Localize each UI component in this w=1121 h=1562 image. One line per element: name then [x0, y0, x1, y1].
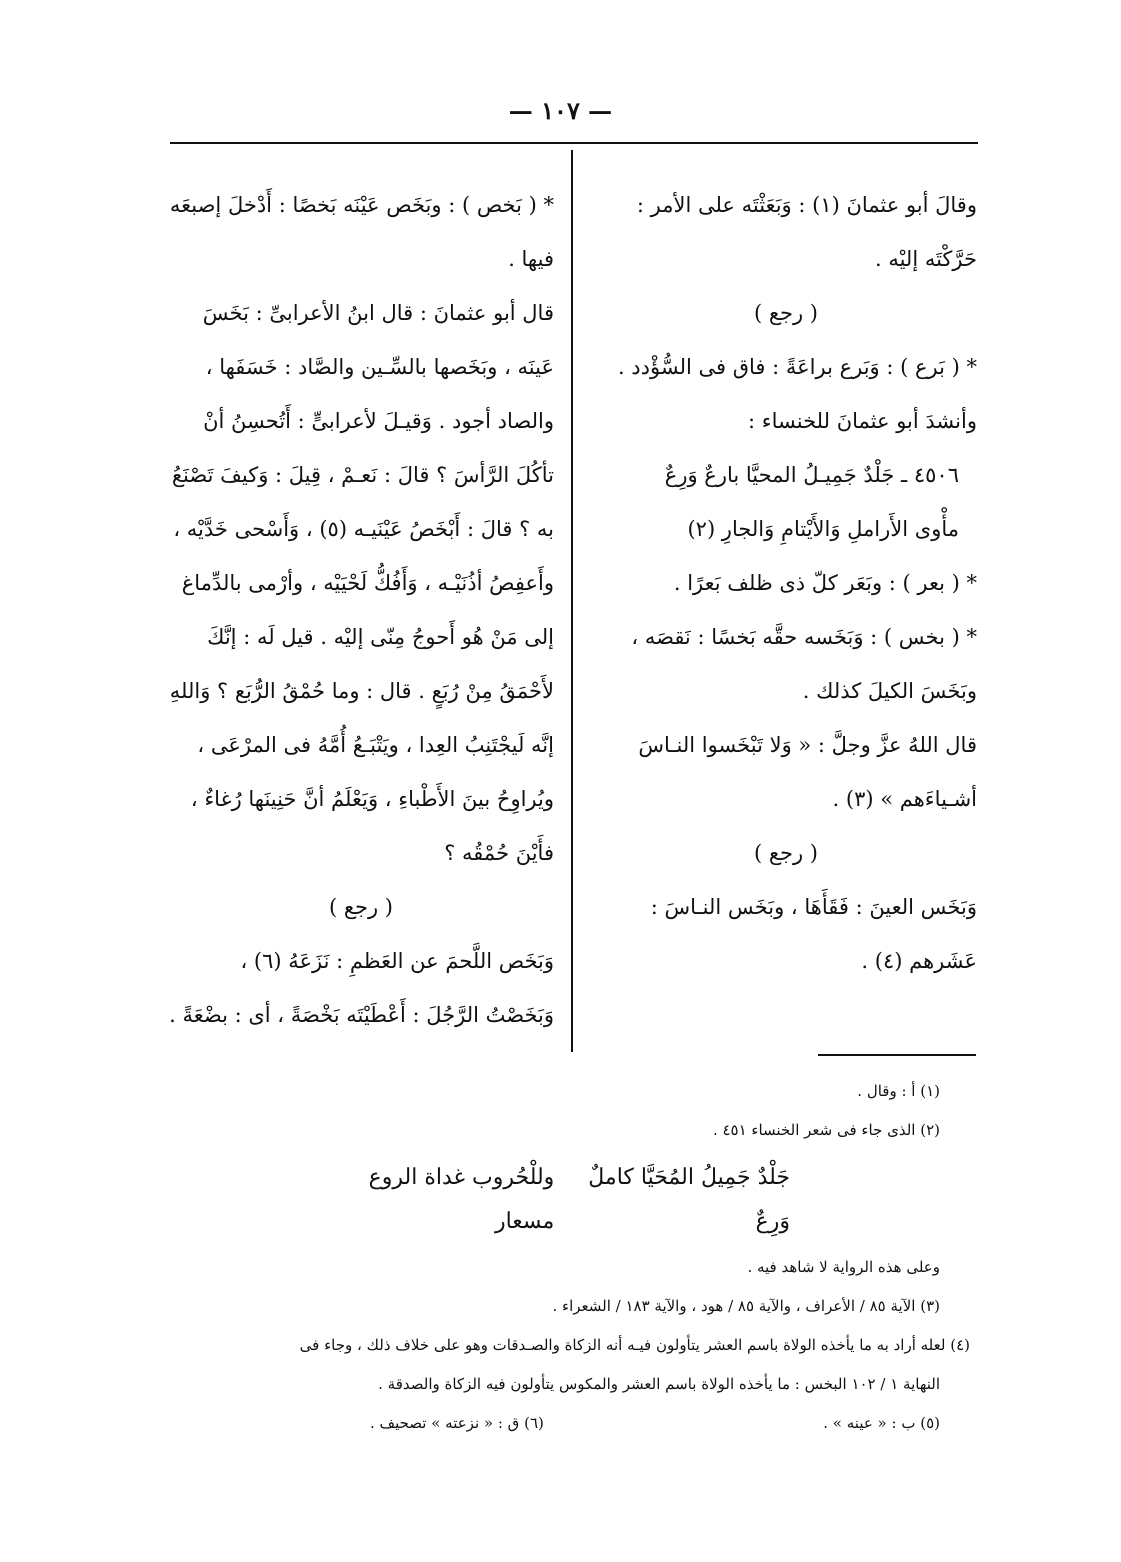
footnotes	[170, 1076, 970, 1438]
entry-text: وَبَخَس العينَ : فَقَأَهَا ، وبَخَس النـاسَ : عَشَرهم (٤) .	[650, 895, 977, 973]
right-column	[595, 178, 977, 988]
footnote-4-continued: النهاية ١ / ١٠٢ البخس : ما يأخذه الولاة باسم العشر والمكوس يتأولون فيه الزكاة والصدقة .	[378, 1375, 940, 1393]
poem-verse: مأْوى الأَراملِ وَالأَيْتامِ وَالجارِ (٢)	[687, 517, 959, 541]
entry-text: قال اللهُ عزَّ وجلَّ : « وَلا تَبْخَسوا النـاسَ أشـياءَهم » (٣) .	[638, 733, 977, 811]
page-number: — ١٠٧ —	[508, 96, 613, 125]
footnote-verse	[170, 1154, 940, 1252]
footnote-2-note: وعلى هذه الرواية لا شاهد فيه .	[747, 1258, 940, 1276]
entry-text: * ( بخس ) : وَبَخَسه حقَّه بَخسًا : نَقصَه ، وبَخَسَ الكيلَ كذلك .	[631, 625, 977, 703]
left-column	[168, 178, 554, 1042]
footnote-3: (٣) الآية ٨٥ / الأعراف ، والآية ٨٥ / هود ، والآية ١٨٣ / الشعراء .	[552, 1297, 940, 1315]
entry-text: * ( بَرع ) : وَبَرع براعَةً : فاق فى السُّؤْدد .	[617, 355, 977, 379]
verse-hemistich-first: جَلْدٌ جَمِيلُ المُحَيَّا كاملٌ وَرِعٌ	[588, 1165, 790, 1234]
header-rule	[170, 142, 978, 144]
poem-verse: ٤٥٠٦ ـ جَلْدٌ جَمِيـلُ المحيَّا بارعٌ وَرِعٌ	[664, 463, 959, 487]
section-heading: ( رجع )	[328, 895, 394, 919]
section-heading: ( رجع )	[753, 841, 819, 865]
footnote-1: (١) أ : وقال .	[857, 1082, 940, 1100]
verse-hemistich-second: وللْحُروب غداة الروع مسعار	[368, 1165, 555, 1234]
entry-text: * ( بعر ) : وبَعَر كلّ ذى ظلف بَعرًا .	[673, 571, 977, 595]
footnote-row	[170, 1408, 940, 1438]
entry-text: وَبَخَص اللَّحمَ عن العَظمِ : نَزَعَهُ (٦) ، وَبَخَصْتُ الرَّجُلَ : أَعْطَيْتَه بَخْصَةً ، أى : بضْعَةً .	[169, 949, 554, 1027]
entry-text: وأنشدَ أبو عثمانَ للخنساء :	[748, 409, 977, 433]
section-heading: ( رجع )	[753, 301, 819, 325]
footnote-4: (٤) لعله أراد به ما يأخذه الولاة باسم العشر يتأولون فيـه أنه الزكاة والصـدقات وهو على خلاف ذلك ، وجاء فى	[299, 1336, 970, 1354]
footnote-6: (٦) ق : « نزعته » تصحيف .	[370, 1414, 544, 1432]
footnote-rule	[818, 1054, 976, 1056]
entry-text: وقالَ أبو عثمانَ (١) : وَبَعَثْتَه على الأمر : حَرَّكْتَه إليْه .	[636, 193, 977, 271]
entry-text: * ( بَخص ) : وبَخَص عَيْنَه بَخصًا : أَدْخلَ إصبعَه فيها .	[169, 193, 554, 271]
column-divider	[571, 150, 573, 1052]
footnote-2: (٢) الذى جاء فى شعر الخنساء ٤٥١ .	[712, 1121, 940, 1139]
entry-text: قال أبو عثمانَ : قال ابنُ الأعرابىِّ : بَخَسَ عَينَه ، وبَخَصها بالسِّـين والصَّاد : خَسَفَها ، والصاد أجود . وَقيـلَ لأعرابىٍّ : أَتُحسِنُ أنْ تأكُلَ الرَّأسَ ؟ قالَ : نَعـمْ ، قِيلَ : وَكيفَ تَصْنَعُ به ؟ قالَ : أَبْخَصُ عَيْنَيـه (٥) ، وَأَسْحى خَدَّيْه ، وأَعفِصُ أذُنَيْـه ، وَأَفُكُّ لَحْيَيْه ، وأرْمى بالدِّماغ إلى مَنْ هُو أَحوجُ مِنّى إليْه . قيل لَه : إنَّكَ لأَحْمَقُ مِنْ رُبَعٍ . قال : وما حُمْقُ الرُّبَع ؟ وَاللهِ إنَّه لَيجْتَنِبُ العِدا ، ويَتْبَـعُ أُمَّهُ فى المرْعَى ، ويُراوِحُ بينَ الأَطْباءِ ، وَيَعْلَمُ أنَّ حَنِينَها رُغاءٌ ، فأَيْنَ حُمْقُه ؟	[169, 301, 554, 865]
footnote-5: (٥) ب : « عينه » .	[823, 1414, 940, 1432]
